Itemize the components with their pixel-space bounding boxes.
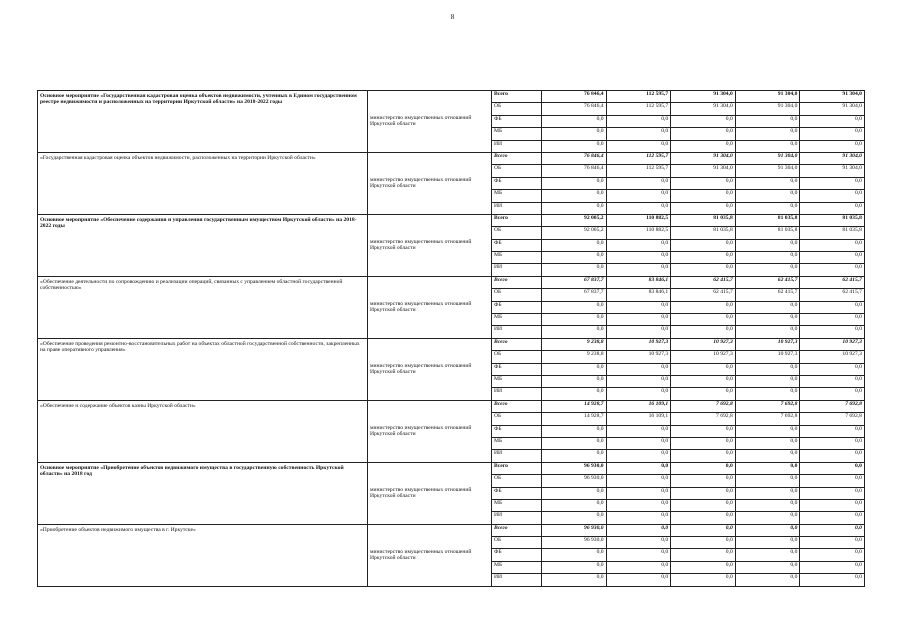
amount-cell: 0,0 <box>671 375 736 387</box>
funding-source-cell: ФБ <box>492 115 542 127</box>
amount-cell: 62 415,7 <box>671 289 736 301</box>
amount-cell: 0,0 <box>735 190 800 202</box>
activity-name: «Приобретение объектов недвижимого имущества в г. Иркутске» <box>38 524 368 586</box>
amount-cell: 0,0 <box>671 524 736 536</box>
amount-cell: 0,0 <box>800 301 865 313</box>
funding-source-cell: МБ <box>492 499 542 511</box>
funding-source-cell: Всего <box>492 152 542 164</box>
amount-cell: 0,0 <box>800 128 865 140</box>
amount-cell: 0,0 <box>542 252 607 264</box>
amount-cell: 91 304,0 <box>671 103 736 115</box>
amount-cell: 0,0 <box>606 512 671 524</box>
executor-cell: министерство имущественных отношений Иркутской области <box>368 152 492 214</box>
amount-cell: 0,0 <box>671 301 736 313</box>
amount-cell: 0,0 <box>800 202 865 214</box>
amount-cell: 0,0 <box>671 190 736 202</box>
amount-cell: 0,0 <box>735 375 800 387</box>
amount-cell: 0,0 <box>606 202 671 214</box>
amount-cell: 91 304,0 <box>735 152 800 164</box>
funding-source-cell: ОБ <box>492 537 542 549</box>
funding-source-cell: ИИ <box>492 512 542 524</box>
amount-cell: 0,0 <box>800 177 865 189</box>
amount-cell: 92 005,2 <box>542 227 607 239</box>
amount-cell: 0,0 <box>671 561 736 573</box>
activity-name: «Обеспечение и содержание объектов казны Иркутской области» <box>38 400 368 462</box>
amount-cell: 0,0 <box>606 326 671 338</box>
amount-cell: 91 304,0 <box>735 165 800 177</box>
funding-source-cell: ИИ <box>492 140 542 152</box>
amount-cell: 0,0 <box>800 561 865 573</box>
funding-source-cell: Всего <box>492 524 542 536</box>
amount-cell: 0,0 <box>735 314 800 326</box>
amount-cell: 0,0 <box>671 363 736 375</box>
amount-cell: 76 846,4 <box>542 91 607 103</box>
amount-cell: 0,0 <box>800 437 865 449</box>
amount-cell: 0,0 <box>606 437 671 449</box>
amount-cell: 0,0 <box>671 475 736 487</box>
amount-cell: 0,0 <box>542 388 607 400</box>
executor-cell: министерство имущественных отношений Иркутской области <box>368 338 492 400</box>
amount-cell: 0,0 <box>735 264 800 276</box>
amount-cell: 112 595,7 <box>606 103 671 115</box>
table-row-total <box>38 91 865 103</box>
amount-cell: 112 595,7 <box>606 152 671 164</box>
funding-source-cell: ФБ <box>492 549 542 561</box>
amount-cell: 0,0 <box>542 202 607 214</box>
amount-cell: 0,0 <box>735 475 800 487</box>
amount-cell: 91 304,0 <box>671 152 736 164</box>
amount-cell: 0,0 <box>735 499 800 511</box>
amount-cell: 62 415,7 <box>800 289 865 301</box>
amount-cell: 91 304,0 <box>800 103 865 115</box>
amount-cell: 0,0 <box>542 425 607 437</box>
amount-cell: 0,0 <box>671 462 736 474</box>
funding-source-cell: ОБ <box>492 103 542 115</box>
amount-cell: 0,0 <box>542 450 607 462</box>
amount-cell: 0,0 <box>735 561 800 573</box>
amount-cell: 81 035,8 <box>735 227 800 239</box>
table-row-total <box>38 276 865 288</box>
table-row-total <box>38 462 865 474</box>
funding-source-cell: Всего <box>492 214 542 226</box>
funding-source-cell: Всего <box>492 462 542 474</box>
amount-cell: 0,0 <box>606 177 671 189</box>
executor-cell: министерство имущественных отношений Иркутской области <box>368 91 492 153</box>
amount-cell: 0,0 <box>606 301 671 313</box>
amount-cell: 76 846,4 <box>542 103 607 115</box>
amount-cell: 0,0 <box>800 239 865 251</box>
funding-source-cell: ИИ <box>492 388 542 400</box>
funding-source-cell: ФБ <box>492 363 542 375</box>
activity-name: «Обеспечение деятельности по сопровождению и реализации операций, связанных с управлением областной государственной собственностью» <box>38 276 368 338</box>
amount-cell: 0,0 <box>542 499 607 511</box>
amount-cell: 0,0 <box>735 487 800 499</box>
amount-cell: 10 927,3 <box>671 351 736 363</box>
amount-cell: 0,0 <box>542 264 607 276</box>
amount-cell: 0,0 <box>735 537 800 549</box>
amount-cell: 0,0 <box>800 524 865 536</box>
amount-cell: 112 595,7 <box>606 165 671 177</box>
amount-cell: 16 109,1 <box>606 413 671 425</box>
amount-cell: 0,0 <box>606 264 671 276</box>
amount-cell: 0,0 <box>606 487 671 499</box>
amount-cell: 62 415,7 <box>735 289 800 301</box>
amount-cell: 0,0 <box>671 140 736 152</box>
amount-cell: 0,0 <box>671 115 736 127</box>
amount-cell: 96 930,0 <box>542 524 607 536</box>
amount-cell: 14 928,7 <box>542 413 607 425</box>
amount-cell: 91 304,0 <box>671 91 736 103</box>
amount-cell: 62 415,7 <box>735 276 800 288</box>
amount-cell: 0,0 <box>735 301 800 313</box>
amount-cell: 0,0 <box>800 326 865 338</box>
amount-cell: 62 415,7 <box>800 276 865 288</box>
amount-cell: 0,0 <box>606 128 671 140</box>
amount-cell: 7 692,8 <box>735 413 800 425</box>
amount-cell: 62 415,7 <box>671 276 736 288</box>
amount-cell: 0,0 <box>800 462 865 474</box>
funding-source-cell: ОБ <box>492 475 542 487</box>
funding-source-cell: ФБ <box>492 487 542 499</box>
amount-cell: 10 927,3 <box>800 338 865 350</box>
amount-cell: 76 846,4 <box>542 165 607 177</box>
funding-source-cell: ИИ <box>492 326 542 338</box>
table-row-total <box>38 524 865 536</box>
amount-cell: 0,0 <box>606 388 671 400</box>
amount-cell: 7 692,8 <box>671 413 736 425</box>
amount-cell: 0,0 <box>671 326 736 338</box>
amount-cell: 0,0 <box>735 462 800 474</box>
amount-cell: 0,0 <box>606 524 671 536</box>
main-activity-name: Основное мероприятие «Обеспечение содержания и управления государственным имуществом Иркутской области» на 2018-2022 годы <box>38 214 368 276</box>
amount-cell: 0,0 <box>800 549 865 561</box>
amount-cell: 0,0 <box>671 574 736 586</box>
table-row-total <box>38 152 865 164</box>
amount-cell: 81 035,8 <box>800 227 865 239</box>
amount-cell: 0,0 <box>671 512 736 524</box>
amount-cell: 10 927,3 <box>606 338 671 350</box>
amount-cell: 0,0 <box>800 537 865 549</box>
amount-cell: 0,0 <box>800 499 865 511</box>
amount-cell: 83 846,1 <box>606 289 671 301</box>
amount-cell: 96 930,0 <box>542 475 607 487</box>
main-activity-name: Основное мероприятие «Приобретение объектов недвижимого имущества в государственную собственность Иркутской области» на 2018 год <box>38 462 368 524</box>
funding-source-cell: МБ <box>492 314 542 326</box>
amount-cell: 112 595,7 <box>606 91 671 103</box>
amount-cell: 0,0 <box>800 314 865 326</box>
amount-cell: 67 837,7 <box>542 289 607 301</box>
amount-cell: 0,0 <box>735 512 800 524</box>
activity-name: «Обеспечение проведения ремонтно-восстановительных работ на объектах областной государственной собственности, закрепленных на праве оперативного управления» <box>38 338 368 400</box>
amount-cell: 76 846,4 <box>542 152 607 164</box>
amount-cell: 0,0 <box>606 450 671 462</box>
amount-cell: 91 304,0 <box>735 103 800 115</box>
amount-cell: 0,0 <box>671 177 736 189</box>
activity-name: «Государственная кадастровая оценка объектов недвижимости, расположенных на территории Иркутской области» <box>38 152 368 214</box>
amount-cell: 0,0 <box>606 499 671 511</box>
funding-source-cell: ИИ <box>492 574 542 586</box>
executor-cell: министерство имущественных отношений Иркутской области <box>368 276 492 338</box>
amount-cell: 16 109,1 <box>606 400 671 412</box>
funding-source-cell: МБ <box>492 375 542 387</box>
amount-cell: 0,0 <box>606 425 671 437</box>
amount-cell: 81 035,8 <box>671 227 736 239</box>
amount-cell: 0,0 <box>800 475 865 487</box>
amount-cell: 0,0 <box>606 190 671 202</box>
amount-cell: 0,0 <box>800 512 865 524</box>
funding-source-cell: ИИ <box>492 450 542 462</box>
amount-cell: 0,0 <box>671 128 736 140</box>
amount-cell: 0,0 <box>735 239 800 251</box>
amount-cell: 0,0 <box>606 574 671 586</box>
amount-cell: 91 304,0 <box>735 91 800 103</box>
amount-cell: 0,0 <box>735 549 800 561</box>
amount-cell: 110 882,5 <box>606 214 671 226</box>
amount-cell: 0,0 <box>542 487 607 499</box>
page-number: 8 <box>450 13 455 21</box>
amount-cell: 7 692,8 <box>735 400 800 412</box>
amount-cell: 10 927,3 <box>671 338 736 350</box>
amount-cell: 0,0 <box>542 326 607 338</box>
funding-source-cell: Всего <box>492 276 542 288</box>
amount-cell: 0,0 <box>606 561 671 573</box>
amount-cell: 0,0 <box>542 128 607 140</box>
amount-cell: 0,0 <box>542 301 607 313</box>
amount-cell: 0,0 <box>671 264 736 276</box>
funding-source-cell: ОБ <box>492 413 542 425</box>
amount-cell: 96 930,0 <box>542 462 607 474</box>
funding-source-cell: Всего <box>492 91 542 103</box>
amount-cell: 91 304,0 <box>800 152 865 164</box>
amount-cell: 0,0 <box>735 115 800 127</box>
amount-cell: 0,0 <box>735 437 800 449</box>
amount-cell: 7 692,8 <box>800 400 865 412</box>
amount-cell: 110 882,5 <box>606 227 671 239</box>
amount-cell: 0,0 <box>800 264 865 276</box>
amount-cell: 0,0 <box>542 574 607 586</box>
amount-cell: 0,0 <box>735 425 800 437</box>
amount-cell: 91 304,0 <box>671 165 736 177</box>
amount-cell: 7 692,8 <box>671 400 736 412</box>
executor-cell: министерство имущественных отношений Иркутской области <box>368 462 492 524</box>
amount-cell: 0,0 <box>671 499 736 511</box>
table-row-total <box>38 400 865 412</box>
funding-source-cell: ОБ <box>492 165 542 177</box>
amount-cell: 0,0 <box>671 252 736 264</box>
amount-cell: 96 930,0 <box>542 537 607 549</box>
amount-cell: 0,0 <box>671 388 736 400</box>
amount-cell: 0,0 <box>542 437 607 449</box>
amount-cell: 0,0 <box>800 375 865 387</box>
amount-cell: 10 927,3 <box>735 351 800 363</box>
funding-source-cell: ФБ <box>492 239 542 251</box>
amount-cell: 0,0 <box>671 202 736 214</box>
amount-cell: 0,0 <box>606 314 671 326</box>
amount-cell: 0,0 <box>542 177 607 189</box>
funding-source-cell: МБ <box>492 561 542 573</box>
amount-cell: 0,0 <box>800 140 865 152</box>
executor-cell: министерство имущественных отношений Иркутской области <box>368 214 492 276</box>
amount-cell: 10 927,3 <box>800 351 865 363</box>
amount-cell: 0,0 <box>606 462 671 474</box>
amount-cell: 0,0 <box>800 425 865 437</box>
executor-cell: министерство имущественных отношений Иркутской области <box>368 400 492 462</box>
table-row-total <box>38 214 865 226</box>
amount-cell: 0,0 <box>606 239 671 251</box>
amount-cell: 91 304,0 <box>800 165 865 177</box>
amount-cell: 0,0 <box>671 239 736 251</box>
funding-source-cell: ИИ <box>492 202 542 214</box>
amount-cell: 67 837,7 <box>542 276 607 288</box>
funding-source-cell: МБ <box>492 252 542 264</box>
amount-cell: 0,0 <box>671 314 736 326</box>
amount-cell: 0,0 <box>800 115 865 127</box>
amount-cell: 0,0 <box>606 549 671 561</box>
amount-cell: 0,0 <box>735 140 800 152</box>
amount-cell: 81 035,8 <box>671 214 736 226</box>
amount-cell: 10 927,3 <box>735 338 800 350</box>
funding-source-cell: ОБ <box>492 351 542 363</box>
amount-cell: 0,0 <box>606 140 671 152</box>
amount-cell: 0,0 <box>735 388 800 400</box>
amount-cell: 92 005,2 <box>542 214 607 226</box>
amount-cell: 0,0 <box>735 524 800 536</box>
amount-cell: 0,0 <box>542 375 607 387</box>
amount-cell: 0,0 <box>606 475 671 487</box>
amount-cell: 0,0 <box>735 326 800 338</box>
funding-source-cell: МБ <box>492 437 542 449</box>
main-activity-name: Основное мероприятие «Государственная кадастровая оценка объектов недвижимости, учтенных в Едином государственном реестре недвижимости и расположенных на территории Иркутской области» на 2018-2022 годы <box>38 91 368 153</box>
amount-cell: 14 928,7 <box>542 400 607 412</box>
funding-source-cell: ФБ <box>492 301 542 313</box>
amount-cell: 0,0 <box>800 574 865 586</box>
amount-cell: 91 304,0 <box>800 91 865 103</box>
amount-cell: 0,0 <box>542 561 607 573</box>
amount-cell: 83 846,1 <box>606 276 671 288</box>
amount-cell: 81 035,8 <box>735 214 800 226</box>
amount-cell: 0,0 <box>735 574 800 586</box>
amount-cell: 0,0 <box>542 363 607 375</box>
amount-cell: 0,0 <box>800 252 865 264</box>
amount-cell: 9 238,8 <box>542 351 607 363</box>
amount-cell: 0,0 <box>542 512 607 524</box>
table-body <box>38 91 865 587</box>
amount-cell: 0,0 <box>671 487 736 499</box>
funding-source-cell: ИИ <box>492 264 542 276</box>
amount-cell: 0,0 <box>800 363 865 375</box>
amount-cell: 0,0 <box>542 115 607 127</box>
amount-cell: 81 035,8 <box>800 214 865 226</box>
amount-cell: 0,0 <box>800 388 865 400</box>
amount-cell: 0,0 <box>542 549 607 561</box>
amount-cell: 0,0 <box>606 363 671 375</box>
executor-cell: министерство имущественных отношений Иркутской области <box>368 524 492 586</box>
amount-cell: 0,0 <box>735 177 800 189</box>
amount-cell: 0,0 <box>671 425 736 437</box>
amount-cell: 0,0 <box>671 437 736 449</box>
amount-cell: 7 692,8 <box>800 413 865 425</box>
amount-cell: 0,0 <box>671 450 736 462</box>
amount-cell: 0,0 <box>735 450 800 462</box>
funding-source-cell: МБ <box>492 128 542 140</box>
funding-source-cell: ОБ <box>492 227 542 239</box>
amount-cell: 0,0 <box>542 140 607 152</box>
funding-source-cell: ОБ <box>492 289 542 301</box>
funding-source-cell: Всего <box>492 400 542 412</box>
amount-cell: 9 238,8 <box>542 338 607 350</box>
amount-cell: 0,0 <box>735 202 800 214</box>
amount-cell: 0,0 <box>606 252 671 264</box>
amount-cell: 0,0 <box>542 314 607 326</box>
amount-cell: 0,0 <box>671 537 736 549</box>
amount-cell: 0,0 <box>606 115 671 127</box>
amount-cell: 0,0 <box>735 252 800 264</box>
amount-cell: 0,0 <box>542 239 607 251</box>
amount-cell: 0,0 <box>735 128 800 140</box>
funding-source-cell: ФБ <box>492 425 542 437</box>
funding-source-cell: МБ <box>492 190 542 202</box>
amount-cell: 0,0 <box>800 190 865 202</box>
amount-cell: 0,0 <box>671 549 736 561</box>
amount-cell: 0,0 <box>735 363 800 375</box>
table-row-total <box>38 338 865 350</box>
amount-cell: 0,0 <box>606 537 671 549</box>
budget-table <box>37 90 865 587</box>
amount-cell: 0,0 <box>606 375 671 387</box>
funding-source-cell: Всего <box>492 338 542 350</box>
funding-source-cell: ФБ <box>492 177 542 189</box>
amount-cell: 0,0 <box>800 487 865 499</box>
amount-cell: 0,0 <box>542 190 607 202</box>
amount-cell: 0,0 <box>800 450 865 462</box>
amount-cell: 10 927,3 <box>606 351 671 363</box>
